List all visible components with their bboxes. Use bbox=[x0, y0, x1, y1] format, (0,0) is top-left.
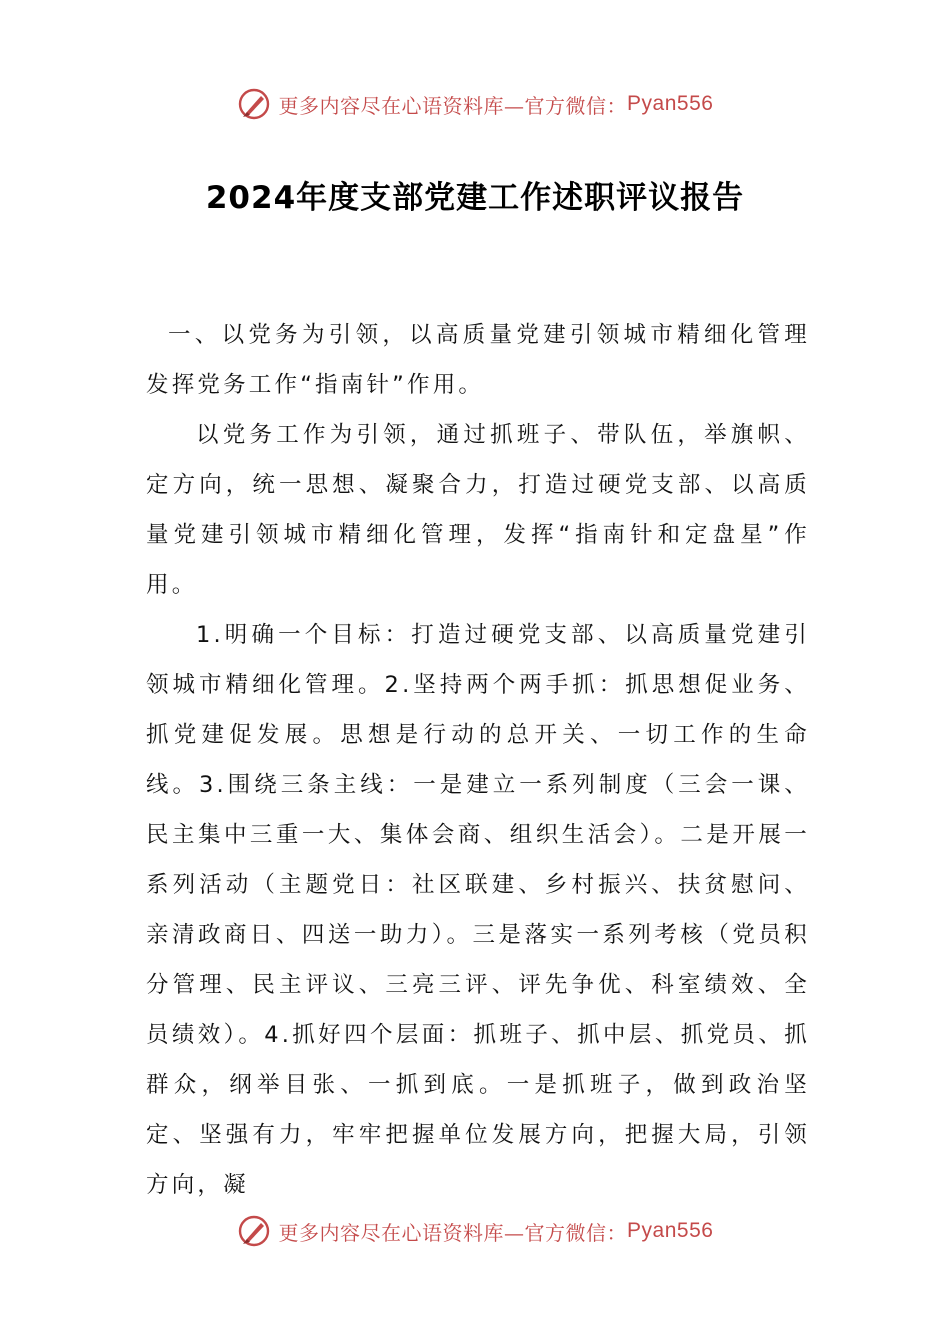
document-title: 2024年度支部党建工作述职评议报告 bbox=[205, 180, 745, 216]
footer-banner-text: 更多内容尽在心语资料库—官方微信： bbox=[278, 1220, 628, 1245]
header-banner-text: 更多内容尽在心语资料库—官方微信： bbox=[278, 93, 628, 118]
pen-logo-icon bbox=[237, 1214, 271, 1248]
section-heading-paragraph: 一、以党务为引领，以高质量党建引领城市精细化管理发挥党务工作“指南针”作用。 bbox=[146, 322, 810, 398]
header-banner-handle: Pyan556 bbox=[627, 92, 714, 115]
document-body bbox=[146, 310, 810, 1210]
footer-banner-handle: Pyan556 bbox=[627, 1219, 714, 1242]
body-paragraph-1: 以党务工作为引领，通过抓班子、带队伍，举旗帜、定方向，统一思想、凝聚合力，打造过硬党支部、以高质量党建引领城市精细化管理，发挥“指南针和定盘星”作用。 bbox=[146, 422, 810, 598]
footer-watermark-banner bbox=[0, 1211, 950, 1251]
body-paragraph-2: 1.明确一个目标：打造过硬党支部、以高质量党建引领城市精细化管理。2.坚持两个两手抓：抓思想促业务、抓党建促发展。思想是行动的总开关、一切工作的生命线。3.围绕三条主线：一是建立一系列制度（三会一课、民主集中三重一大、集体会商、组织生活会）。二是开展一系列活动（主题党日：社区联建、乡村振兴、扶贫慰问、亲清政商日、四送一助力）。三是落实一系列考核（党员积分管理、民主评议、三亮三评、评先争优、科室绩效、全员绩效）。4.抓好四个层面：抓班子、抓中层、抓党员、抓群众，纲举目张、一抓到底。一是抓班子，做到政治坚定、坚强有力，牢牢把握单位发展方向，把握大局，引领方向，凝 bbox=[146, 622, 810, 1198]
header-watermark-banner bbox=[0, 84, 950, 124]
pen-logo-icon bbox=[237, 87, 271, 121]
